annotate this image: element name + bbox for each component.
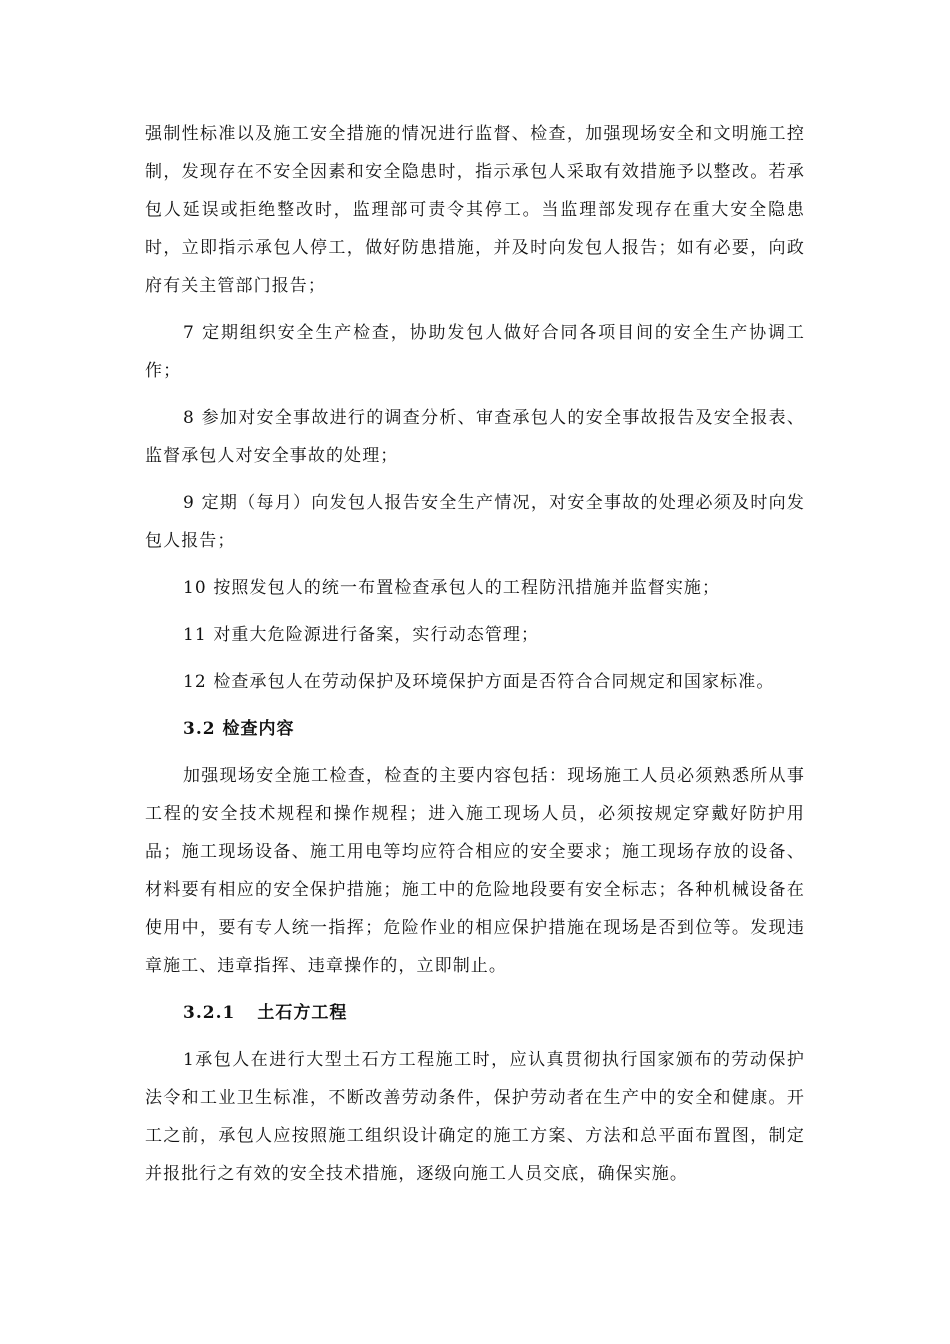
list-item: 9 定期（每月）向发包人报告安全生产情况，对安全事故的处理必须及时向发包人报告； bbox=[145, 493, 805, 551]
subsection-title: 土石方工程 bbox=[257, 1003, 348, 1023]
list-item: 7 定期组织安全生产检查，协助发包人做好合同各项目间的安全生产协调工作； bbox=[145, 323, 805, 381]
section-title: 检查内容 bbox=[222, 719, 295, 739]
subsection-paragraph: 1承包人在进行大型土石方工程施工时，应认真贯彻执行国家颁布的劳动保护法令和工业卫生标准，不断改善劳动条件，保护劳动者在生产中的安全和健康。开工之前，承包人应按照施工组织设计确定的施工方案、方法和总平面布置图，制定并报批行之有效的安全技术措施，逐级向施工人员交底，确保实施。 bbox=[145, 1050, 805, 1184]
list-item: 10 按照发包人的统一布置检查承包人的工程防汛措施并监督实施； bbox=[183, 578, 721, 598]
document-body bbox=[145, 115, 805, 1193]
subsection-number: 3.2.1 bbox=[183, 1003, 236, 1023]
continuation-paragraph: 强制性标准以及施工安全措施的情况进行监督、检查，加强现场安全和文明施工控制，发现存在不安全因素和安全隐患时，指示承包人采取有效措施予以整改。若承包人延误或拒绝整改时，监理部可责令其停工。当监理部发现存在重大安全隐患时，立即指示承包人停工，做好防患措施，并及时向发包人报告；如有必要，向政府有关主管部门报告； bbox=[145, 124, 805, 296]
list-item: 11 对重大危险源进行备案，实行动态管理； bbox=[183, 625, 540, 645]
section-paragraph: 加强现场安全施工检查，检查的主要内容包括：现场施工人员必须熟悉所从事工程的安全技术规程和操作规程；进入施工现场人员，必须按规定穿戴好防护用品；施工现场设备、施工用电等均应符合相应的安全要求；施工现场存放的设备、材料要有相应的安全保护措施；施工中的危险地段要有安全标志；各种机械设备在使用中，要有专人统一指挥；危险作业的相应保护措施在现场是否到位等。发现违章施工、违章指挥、违章操作的，立即制止。 bbox=[145, 766, 805, 976]
list-item: 12 检查承包人在劳动保护及环境保护方面是否符合合同规定和国家标准。 bbox=[183, 672, 775, 692]
section-number: 3.2 bbox=[183, 719, 216, 739]
section-heading bbox=[145, 710, 805, 748]
subsection-heading bbox=[145, 994, 805, 1032]
list-item: 8 参加对安全事故进行的调查分析、审查承包人的安全事故报告及安全报表、监督承包人对安全事故的处理； bbox=[145, 408, 805, 466]
